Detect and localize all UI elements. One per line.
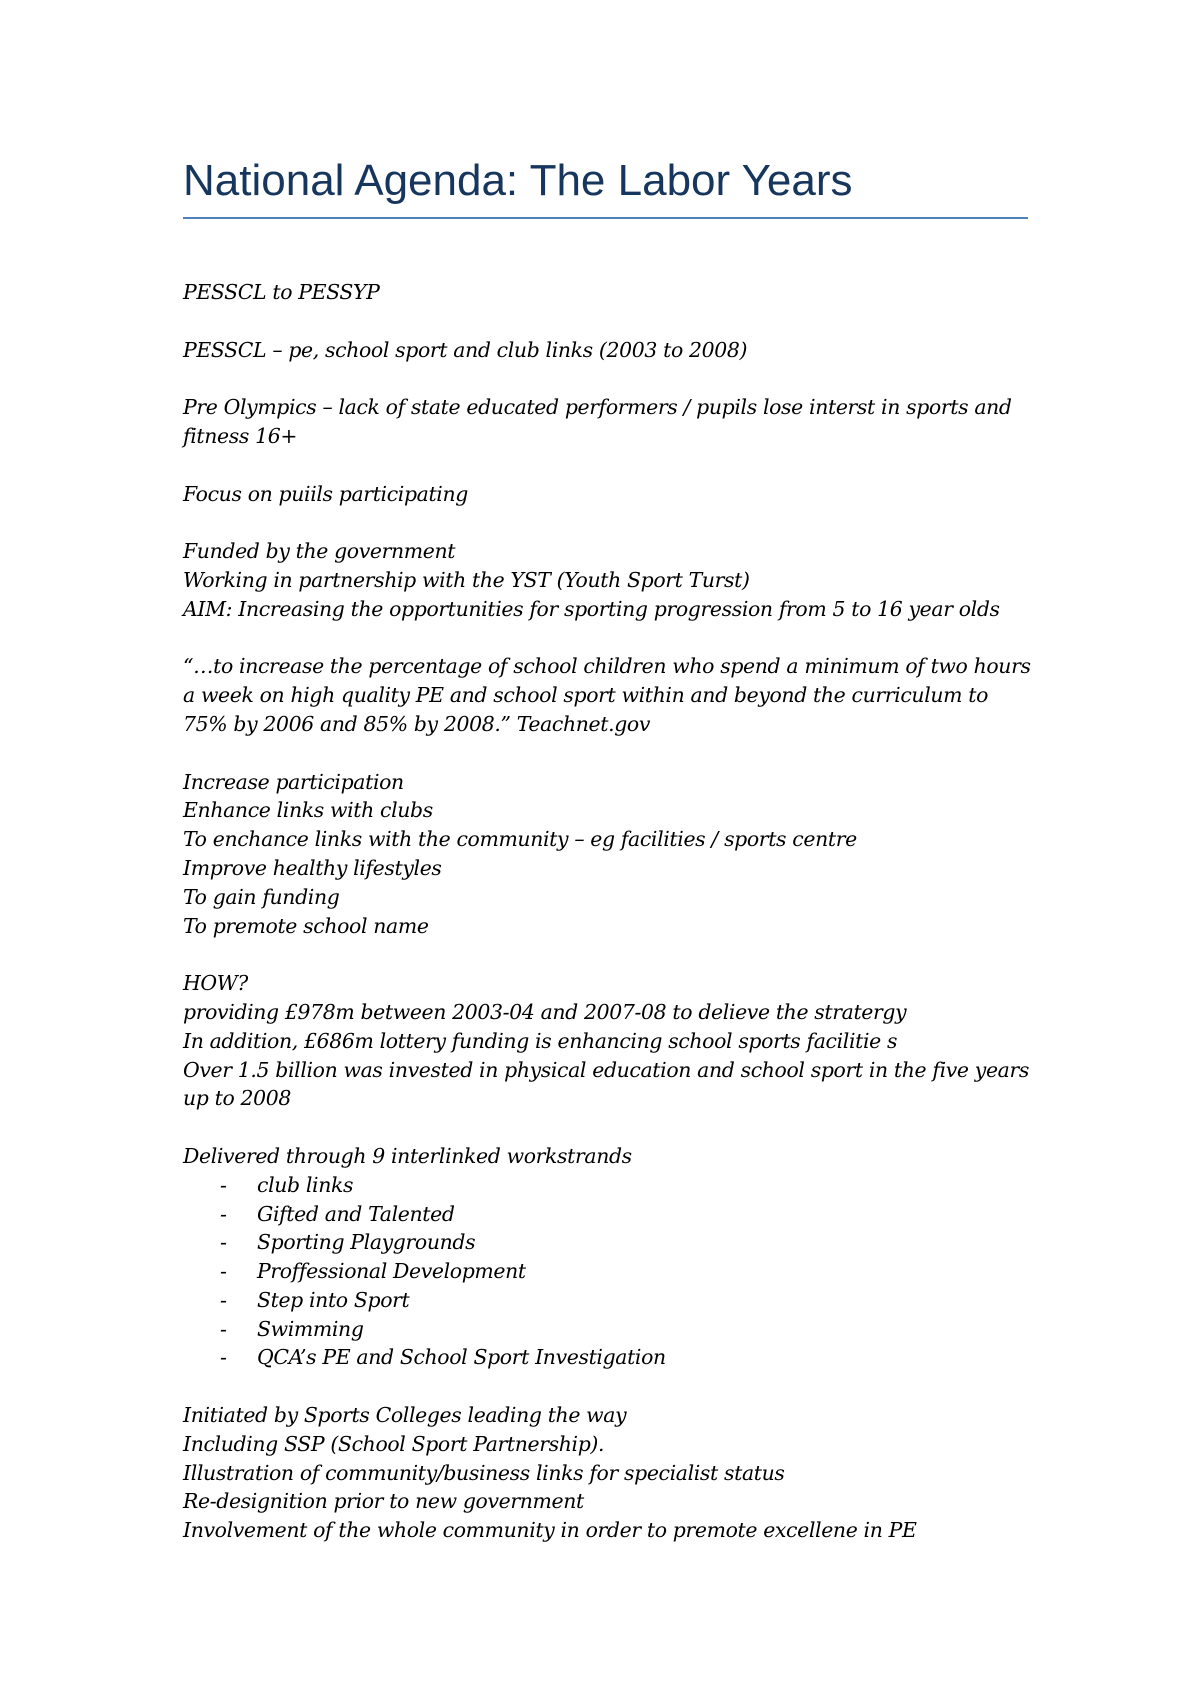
dash-bullet: - — [220, 1316, 227, 1341]
paragraph-focus: Focus on puiils participating — [183, 481, 468, 506]
workstrand-item — [183, 1315, 1043, 1344]
how-heading: HOW? — [183, 971, 248, 996]
workstrand-label: Gifted and Talented — [257, 1201, 455, 1226]
workstrand-label: Swimming — [257, 1316, 364, 1341]
aim-line: Enhance links with clubs — [183, 798, 433, 823]
workstrand-item — [183, 1171, 1043, 1200]
quote-line: “…to increase the percentage of school children who spend a minimum of two hours — [183, 654, 1031, 679]
dash-bullet: - — [220, 1230, 227, 1255]
workstrand-label: Step into Sport — [257, 1287, 410, 1312]
funding-line: Funded by the government — [183, 539, 456, 564]
workstrand-item — [183, 1286, 1043, 1315]
quote-line: 75% by 2006 and 85% by 2008.” Teachnet.gov — [183, 711, 651, 736]
document-body — [183, 278, 1043, 1545]
workstrand-label: Proffessional Development — [257, 1259, 526, 1284]
aim-line: Increase participation — [183, 769, 404, 794]
paragraph-gap — [183, 1113, 1043, 1142]
dash-bullet: - — [220, 1259, 227, 1284]
paragraph-gap — [183, 940, 1043, 969]
page-title: National Agenda: The Labor Years — [183, 156, 853, 205]
paragraph-gap — [183, 307, 1043, 336]
paragraph-gap — [183, 508, 1043, 537]
aim-line: To premote school name — [183, 913, 429, 938]
dash-bullet: - — [220, 1345, 227, 1370]
paragraph-pre-olympics-line: Pre Olympics – lack of state educated performers / pupils lose interst in sports and — [183, 395, 1012, 420]
paragraph-pesscl-to-pessyp: PESSCL to PESSYP — [183, 280, 380, 304]
quote-line: a week on high quality PE and school sport within and beyond the curriculum to — [183, 683, 989, 708]
workstrand-item — [183, 1200, 1043, 1229]
workstrand-label: Sporting Playgrounds — [257, 1230, 476, 1255]
dash-bullet: - — [220, 1172, 227, 1197]
workstrand-item — [183, 1343, 1043, 1372]
paragraph-gap — [183, 739, 1043, 768]
funding-line: AIM: Increasing the opportunities for sporting progression from 5 to 16 year olds — [183, 596, 1000, 621]
paragraph-gap — [183, 1372, 1043, 1401]
closing-line: Illustration of community/business links for specialist status — [183, 1460, 785, 1485]
closing-line: Including SSP (School Sport Partnership). — [183, 1431, 605, 1456]
title-underline — [183, 217, 1028, 219]
aim-line: To gain funding — [183, 884, 340, 909]
how-line: up to 2008 — [183, 1086, 292, 1111]
workstrands-intro: Delivered through 9 interlinked workstrands — [183, 1143, 632, 1168]
workstrand-label: club links — [257, 1172, 354, 1197]
paragraph-gap — [183, 624, 1043, 653]
how-line: In addition, £686m lottery funding is enhancing school sports facilitie s — [183, 1028, 898, 1053]
workstrand-item — [183, 1228, 1043, 1257]
paragraph-gap — [183, 451, 1043, 480]
funding-line: Working in partnership with the YST (Youth Sport Turst) — [183, 567, 750, 592]
aim-line: To enchance links with the community – eg facilities / sports centre — [183, 827, 857, 852]
workstrand-label: QCA’s PE and School Sport Investigation — [257, 1345, 666, 1370]
closing-line: Initiated by Sports Colleges leading the way — [183, 1403, 627, 1428]
paragraph-gap — [183, 364, 1043, 393]
dash-bullet: - — [220, 1287, 227, 1312]
closing-line: Involvement of the whole community in order to premote excellene in PE — [183, 1518, 917, 1543]
how-line: providing £978m between 2003-04 and 2007-08 to delieve the stratergy — [183, 999, 907, 1024]
paragraph-pre-olympics-line: fitness 16+ — [183, 423, 298, 448]
aim-line: Improve healthy lifestyles — [183, 855, 442, 880]
dash-bullet: - — [220, 1201, 227, 1226]
paragraph-pesscl-definition: PESSCL – pe, school sport and club links (2003 to 2008) — [183, 337, 748, 362]
workstrand-item — [183, 1257, 1043, 1286]
how-line: Over 1.5 billion was invested in physical education and school sport in the five years — [183, 1057, 1029, 1082]
closing-line: Re-designition prior to new government — [183, 1489, 584, 1514]
